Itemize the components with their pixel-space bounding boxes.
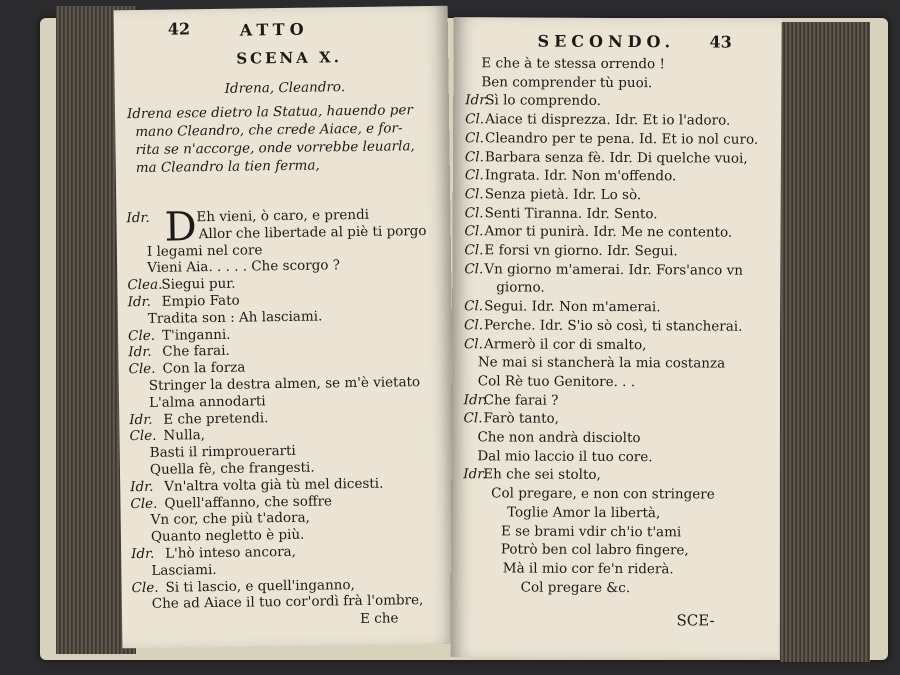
stage-direction-line: mano Cleandro, che crede Aiace, e for- xyxy=(135,120,403,141)
dialogue-line: Toglie Amor la libertà, xyxy=(507,504,661,522)
dialogue-line: L'hò inteso ancora, xyxy=(165,543,297,562)
dialogue-line: Cleandro per te pena. Id. Et io nol curo. xyxy=(485,130,759,148)
speaker-label: Idr. xyxy=(127,293,151,311)
dialogue-line: Nulla, xyxy=(163,427,206,445)
right-page xyxy=(450,17,781,659)
dialogue-line: Aiace ti disprezza. Idr. Et io l'adoro. xyxy=(485,111,731,129)
running-head: SECONDO. xyxy=(537,31,676,52)
speaker-label: Idr. xyxy=(463,391,487,408)
dialogue-line: Amor ti punirà. Idr. Me ne contento. xyxy=(484,223,733,241)
right-page-edges xyxy=(780,22,870,662)
dialogue-line: Vn giorno m'amerai. Idr. Fors'anco vn xyxy=(484,260,743,279)
stage-direction-line: rita se n'accorge, onde vorrebbe leuarla, xyxy=(135,138,415,159)
dialogue-line: Che farai. xyxy=(162,343,230,361)
characters-line: Idrena, Cleandro. xyxy=(224,79,346,97)
dialogue-line: E che à te stessa orrendo ! xyxy=(481,55,665,73)
dialogue-line: Che ad Aiace il tuo cor'ordì frà l'ombre, xyxy=(151,592,424,613)
dialogue-line: Ne mai si stancherà la mia costanza xyxy=(477,354,726,372)
speaker-label: Cl. xyxy=(464,204,484,221)
dialogue-line: Potrò ben col labro fingere, xyxy=(500,541,689,559)
dialogue-line: Segui. Idr. Non m'amerai. xyxy=(484,298,661,316)
dialogue-line: Armerò il cor di smalto, xyxy=(483,335,647,353)
speaker-label: Idr. xyxy=(126,209,150,227)
dialogue-line: I legami nel core xyxy=(146,241,263,260)
speaker-label: Idr. xyxy=(130,478,154,495)
speaker-label: Cl. xyxy=(465,111,485,128)
dialogue-line: E se brami vdir ch'io t'ami xyxy=(500,522,682,540)
speaker-label: Cl. xyxy=(463,410,483,427)
dialogue-line: Quanto negletto è più. xyxy=(150,526,305,546)
dialogue-line: E che pretendi. xyxy=(163,409,269,428)
speaker-label: Cl. xyxy=(464,186,484,203)
dialogue-line: Quell'affanno, che soffre xyxy=(164,492,333,512)
dialogue-line: Che non andrà disciolto xyxy=(477,429,641,447)
dialogue-line: Lasciami. xyxy=(151,561,217,579)
speaker-label: Cl. xyxy=(464,167,484,184)
dialogue-line: Barbara senza fè. Idr. Di quelche vuoi, xyxy=(484,148,748,167)
speaker-label: Cle. xyxy=(129,428,157,445)
speaker-label: Cl. xyxy=(464,298,484,315)
page-number: 42 xyxy=(167,19,191,39)
dialogue-line: E forsi vn giorno. Idr. Segui. xyxy=(484,242,678,260)
dialogue-line: L'alma annodarti xyxy=(148,393,266,411)
stage-direction-line: ma Cleandro la tien ferma, xyxy=(135,157,320,177)
speaker-label: Idr. xyxy=(128,344,152,361)
speaker-label: Cle. xyxy=(130,495,158,512)
dialogue-line: Allor che libertade al piè ti porgo xyxy=(198,222,427,242)
dialogue-line: Dal mio laccio il tuo core. xyxy=(477,447,653,465)
dialogue-line: Senti Tiranna. Idr. Sento. xyxy=(484,204,658,222)
speaker-label: Cle. xyxy=(128,361,156,378)
dialogue-line: Siegui pur. xyxy=(161,275,236,293)
dialogue-line: Ben comprender tù puoi. xyxy=(481,73,653,91)
speaker-label: Idr. xyxy=(463,466,487,483)
dialogue-line: Senza pietà. Idr. Lo sò. xyxy=(484,186,642,204)
speaker-label: Idr. xyxy=(131,545,155,563)
dialogue-line: Vn cor, che più t'adora, xyxy=(150,510,311,529)
dialogue-line: Si ti lascio, e quell'inganno, xyxy=(165,576,355,596)
dialogue-line: Mà il mio cor fe'n riderà. xyxy=(502,560,674,578)
dialogue-line: Col pregare &c. xyxy=(520,579,631,596)
dialogue-line: Perche. Idr. S'io sò così, ti stancherai. xyxy=(484,317,743,335)
dialogue-line: Farò tanto, xyxy=(483,410,560,427)
dialogue-line: Vn'altra volta già tù mel dicesti. xyxy=(164,475,384,495)
speaker-label: Cl. xyxy=(465,130,485,147)
speaker-label: Clea. xyxy=(127,276,163,294)
speaker-label: Cl. xyxy=(464,260,484,277)
dialogue-line: Tradita son : Ah lasciami. xyxy=(147,308,323,327)
dialogue-line: Quella fè, che frangesti. xyxy=(149,459,315,478)
speaker-label: Cl. xyxy=(464,148,484,165)
dialogue-line: Stringer la destra almen, se m'è vietato xyxy=(148,374,421,394)
dialogue-line: Col pregare, e non con stringere xyxy=(491,485,715,503)
running-head: ATTO xyxy=(239,19,309,40)
dialogue-line: Che farai ? xyxy=(483,391,559,409)
scene-title: SCENA X. xyxy=(236,48,343,68)
speaker-label: Idr. xyxy=(129,411,153,428)
speaker-label: Cle. xyxy=(127,327,156,344)
speaker-label: Cl. xyxy=(463,335,483,352)
drop-cap: D xyxy=(164,204,197,251)
dialogue-line: Col Rè tuo Genitore. . . xyxy=(477,373,636,390)
speaker-label: Cl. xyxy=(464,223,484,240)
stage-direction-line: Idrena esce dietro la Statua, hauendo per xyxy=(126,102,413,123)
speaker-label: Cl. xyxy=(464,242,484,259)
dialogue-line: Basti il rimprouerarti xyxy=(149,443,296,462)
speaker-label: Cle. xyxy=(131,579,159,596)
speaker-label: Cl. xyxy=(464,317,484,334)
dialogue-line: Sì lo comprendo. xyxy=(485,92,601,110)
dialogue-line: Eh vieni, ò caro, e prendi xyxy=(196,206,370,226)
speaker-label: Idr. xyxy=(465,92,489,109)
dialogue-line: Vieni Aia. . . . . Che scorgo ? xyxy=(147,257,341,277)
dialogue-line: Con la forza xyxy=(162,359,246,377)
dialogue-line: Empio Fato xyxy=(161,292,240,310)
dialogue-line: T'inganni. xyxy=(161,326,231,344)
catchword: E che xyxy=(359,610,399,627)
page-number: 43 xyxy=(709,32,732,52)
left-page xyxy=(114,6,457,649)
dialogue-line: Eh che sei stolto, xyxy=(483,466,601,484)
catchword: SCE- xyxy=(676,611,715,630)
dialogue-line: Ingrata. Idr. Non m'offendo. xyxy=(484,167,677,185)
dialogue-line: giorno. xyxy=(496,279,545,297)
